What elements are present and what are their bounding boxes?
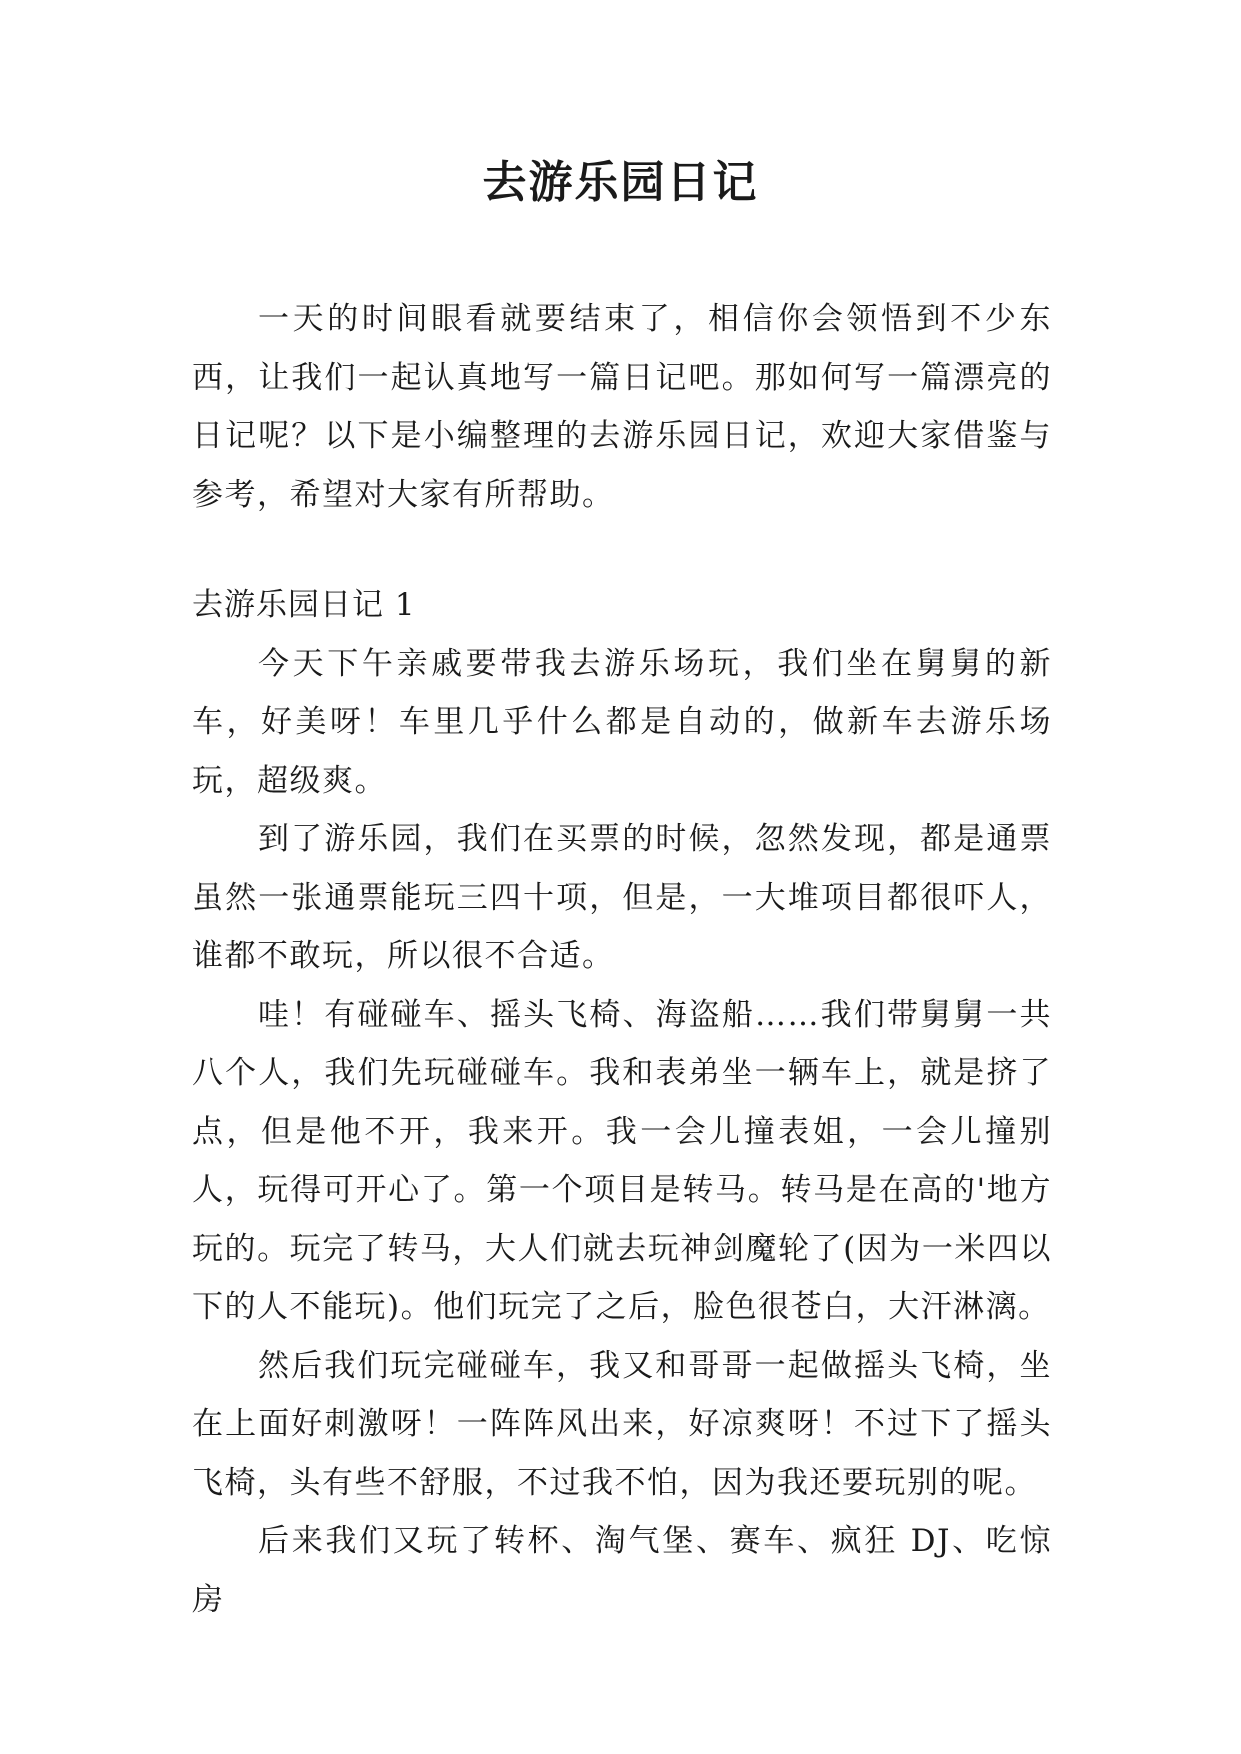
section-heading: 去游乐园日记 1 — [192, 587, 416, 623]
body-paragraph-5: 后来我们又玩了转杯、淘气堡、赛车、疯狂 DJ、吃惊房 — [192, 1523, 1052, 1618]
body-paragraph-1: 今天下午亲戚要带我去游乐场玩，我们坐在舅舅的新车，好美呀！车里几乎什么都是自动的，做新车去游乐场玩，超级爽。 — [192, 645, 1052, 799]
body-paragraph-2: 到了游乐园，我们在买票的时候，忽然发现，都是通票虽然一张通票能玩三四十项，但是，一大堆项目都很吓人，谁都不敢玩，所以很不合适。 — [192, 821, 1052, 974]
intro-paragraph: 一天的时间眼看就要结束了，相信你会领悟到不少东西，让我们一起认真地写一篇日记吧。那如何写一篇漂亮的日记呢？以下是小编整理的去游乐园日记，欢迎大家借鉴与参考，希望对大家有所帮助。 — [192, 301, 1052, 513]
body-paragraph-4: 然后我们玩完碰碰车，我又和哥哥一起做摇头飞椅，坐在上面好刺激呀！一阵阵风出来，好凉爽呀！不过下了摇头飞椅，头有些不舒服，不过我不怕，因为我还要玩别的呢。 — [192, 1347, 1052, 1501]
document-title: 去游乐园日记 — [482, 157, 759, 208]
body-paragraph-3: 哇！有碰碰车、摇头飞椅、海盗船……我们带舅舅一共八个人，我们先玩碰碰车。我和表弟坐一辆车上，就是挤了点，但是他不开，我来开。我一会儿撞表姐，一会儿撞别人，玩得可开心了。第一个项目是转马。转马是在高的'地方玩的。玩完了转马，大人们就去玩神剑魔轮了(因为一米四以下的人不能玩)。他们玩完了之后，脸色很苍白，大汗淋漓。 — [192, 996, 1052, 1325]
document-body — [192, 290, 1052, 1629]
